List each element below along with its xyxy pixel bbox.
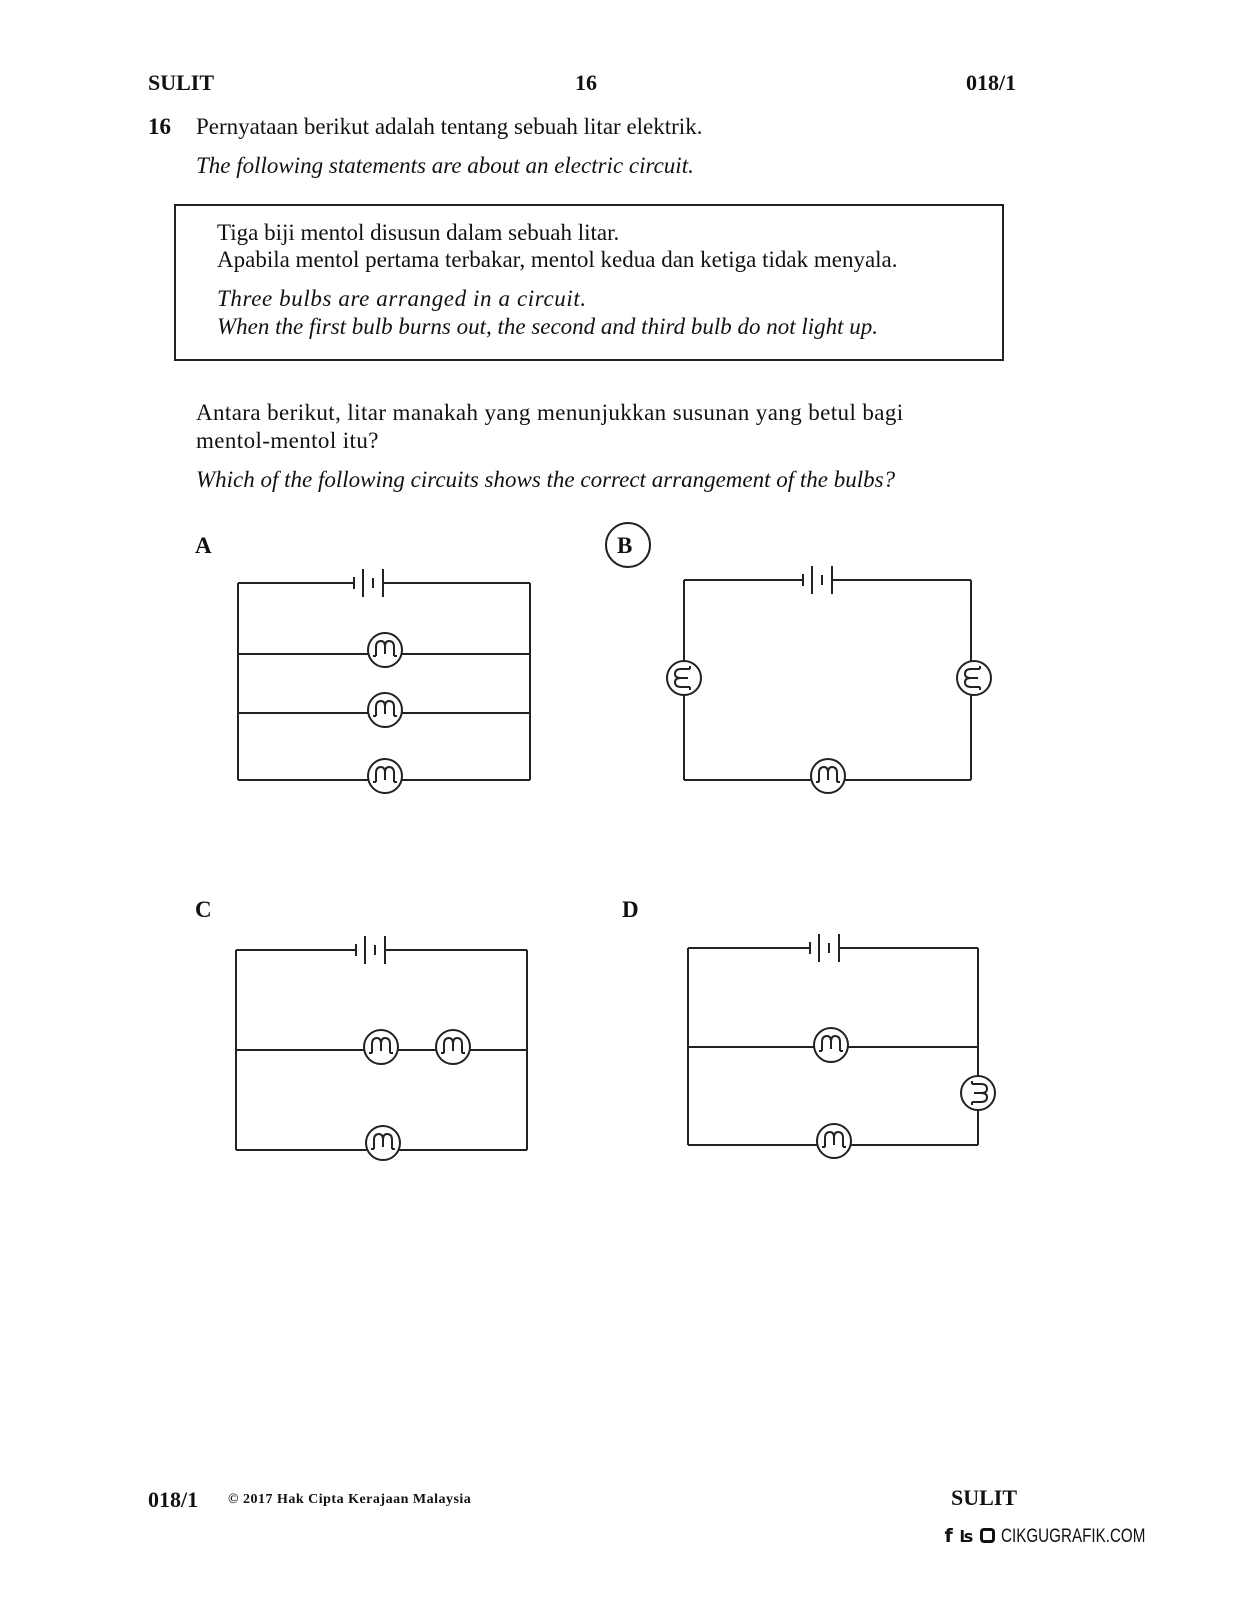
brand-watermark xyxy=(945,1525,1182,1548)
footer-sulit: SULIT xyxy=(951,1485,1018,1510)
option-a-label[interactable]: A xyxy=(195,533,212,558)
bulb-icon xyxy=(961,1076,995,1110)
bulb-icon xyxy=(957,661,991,695)
statement-en-1: Three bulbs are arranged in a circuit. xyxy=(217,286,587,311)
bulb-icon xyxy=(368,759,402,793)
bulb-icon xyxy=(817,1124,851,1158)
option-d-label[interactable]: D xyxy=(622,897,639,922)
header-sulit: SULIT xyxy=(148,70,215,95)
header-page-number: 16 xyxy=(575,70,597,95)
ask-ms-1: Antara berikut, litar manakah yang menunjukkan susunan yang betul bagi xyxy=(196,400,904,425)
bulb-icon xyxy=(368,693,402,727)
ask-en: Which of the following circuits shows the correct arrangement of the bulbs? xyxy=(196,467,896,492)
facebook-icon: f xyxy=(944,1525,953,1547)
bulb-icon xyxy=(364,1030,398,1064)
question-intro-en: The following statements are about an electric circuit. xyxy=(196,153,694,178)
header-code: 018/1 xyxy=(966,70,1017,95)
bulb-icon xyxy=(436,1030,470,1064)
bulb-icon xyxy=(667,661,701,695)
statement-en-2: When the first bulb burns out, the second and third bulb do not light up. xyxy=(217,314,879,339)
ask-ms-2: mentol-mentol itu? xyxy=(196,428,379,453)
footer-code: 018/1 xyxy=(148,1487,199,1512)
answer-circle xyxy=(606,523,650,567)
bulb-icon xyxy=(368,633,402,667)
bulb-icon xyxy=(814,1028,848,1062)
option-b-label[interactable]: B xyxy=(617,533,633,558)
instagram-icon xyxy=(980,1528,995,1543)
option-c-label[interactable]: C xyxy=(195,897,212,922)
statement-ms-1: Tiga biji mentol disusun dalam sebuah litar. xyxy=(217,220,620,245)
bulb-icon xyxy=(366,1126,400,1160)
rss-icon: ʪ xyxy=(959,1527,974,1546)
question-number: 16 xyxy=(148,114,171,139)
brand-text: CIKGUGRAFIK.COM xyxy=(1001,1526,1146,1547)
statement-ms-2: Apabila mentol pertama terbakar, mentol kedua dan ketiga tidak menyala. xyxy=(217,247,898,272)
footer-copyright: © 2017 Hak Cipta Kerajaan Malaysia xyxy=(228,1492,472,1507)
question-intro-ms: Pernyataan berikut adalah tentang sebuah litar elektrik. xyxy=(196,114,703,139)
bulb-icon xyxy=(811,759,845,793)
